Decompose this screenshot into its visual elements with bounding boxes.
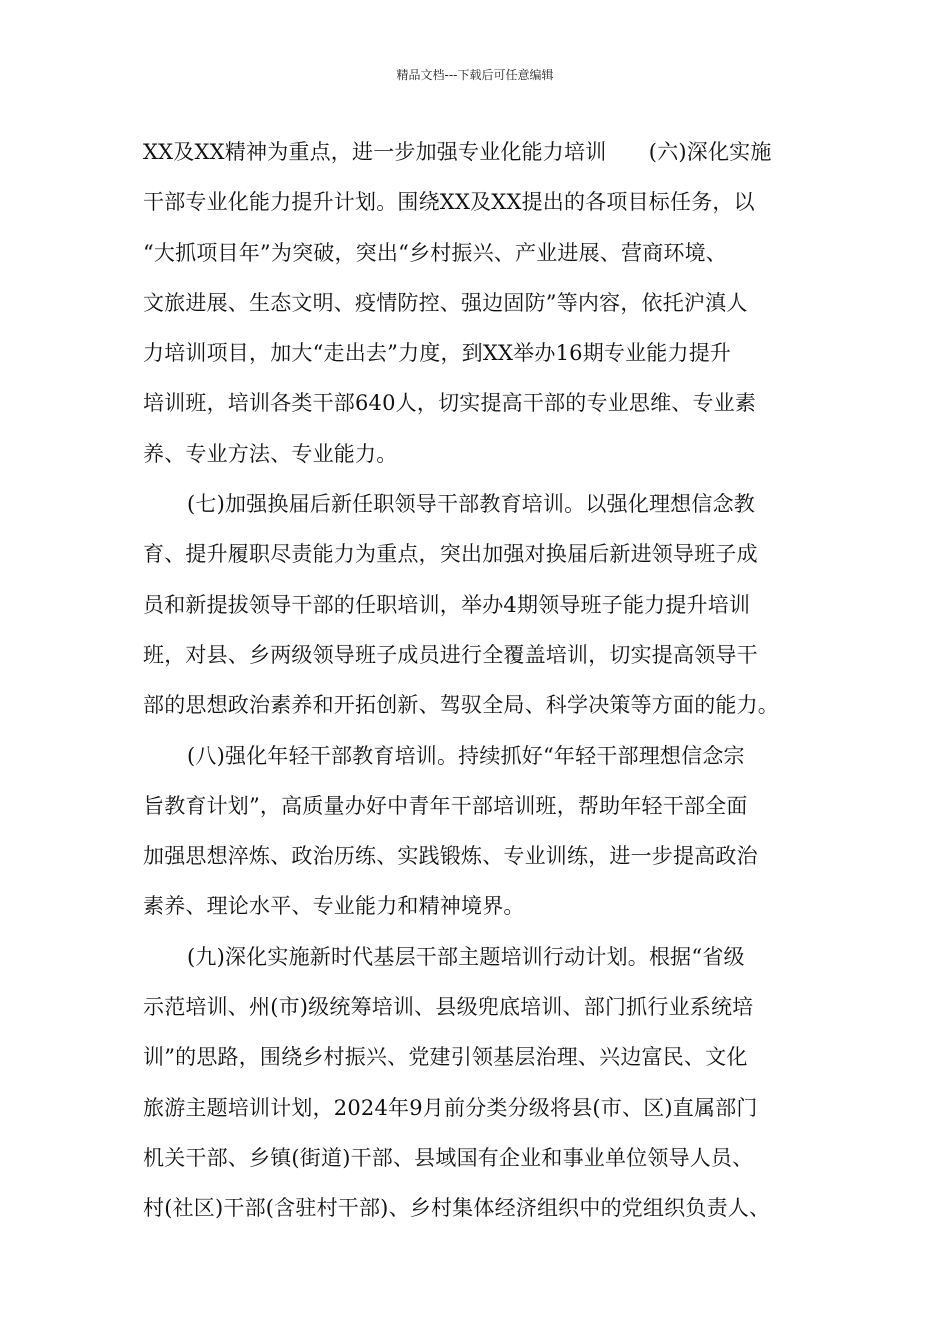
text-line: 班，对县、乡两级领导班子成员进行全覆盖培训，切实提高领导干 bbox=[143, 642, 758, 667]
text-line: 示范培训、州(市)级统筹培训、县级兜底培训、部门抓行业系统培 bbox=[143, 995, 754, 1020]
page-header: 精品文档---下载后可任意编辑 bbox=[396, 68, 554, 82]
text-line: “大抓项目年”为突破，突出“乡村振兴、产业进展、营商环境、 bbox=[143, 240, 728, 265]
text-line: 部的思想政治素养和开拓创新、驾驭全局、科学决策等方面的能力。 bbox=[143, 693, 779, 718]
text-line: 旅游主题培训计划，2024年9月前分类分级将县(市、区)直属部门 bbox=[143, 1095, 758, 1120]
document-body bbox=[143, 132, 823, 1239]
text-line: 力培训项目，加大“走出去”力度，到XX举办16期专业能力提升 bbox=[143, 341, 732, 366]
text-line: 养、专业方法、专业能力。 bbox=[143, 441, 398, 466]
text-line: 旨教育计划”，高质量办好中青年干部培训班，帮助年轻干部全面 bbox=[143, 793, 748, 818]
text-line: (七)加强换届后新任职领导干部教育培训。以强化理想信念教 bbox=[187, 492, 755, 517]
text-line: 干部专业化能力提升计划。围绕XX及XX提出的各项目标任务，以 bbox=[143, 190, 755, 215]
text-line: 加强思想淬炼、政治历练、实践锻炼、专业训练，进一步提高政治 bbox=[143, 844, 758, 869]
text-line: 素养、理论水平、专业能力和精神境界。 bbox=[143, 894, 525, 919]
text-line: 训”的思路，围绕乡村振兴、党建引领基层治理、兴边富民、文化 bbox=[143, 1045, 748, 1070]
text-line: 村(社区)干部(含驻村干部)、乡村集体经济组织中的党组织负责人、 bbox=[143, 1196, 771, 1221]
text-line: 育、提升履职尽责能力为重点，突出加强对换届后新进领导班子成 bbox=[143, 542, 758, 567]
text-line: (九)深化实施新时代基层干部主题培训行动计划。根据“省级 bbox=[187, 944, 745, 969]
text-line: 员和新提拔领导干部的任职培训，举办4期领导班子能力提升培训 bbox=[143, 592, 751, 617]
text-line: XX及XX精神为重点，进一步加强专业化能力培训 (六)深化实施 bbox=[143, 140, 772, 164]
text-line: 培训班，培训各类干部640人，切实提高干部的专业思维、专业素 bbox=[143, 391, 757, 416]
text-line: 文旅进展、生态文明、疫情防控、强边固防”等内容，依托沪滇人 bbox=[143, 290, 748, 315]
text-line: (八)强化年轻干部教育培训。持续抓好“年轻干部理想信念宗 bbox=[187, 743, 745, 768]
text-line: 机关干部、乡镇(街道)干部、县域国有企业和事业单位领导人员、 bbox=[143, 1145, 754, 1170]
